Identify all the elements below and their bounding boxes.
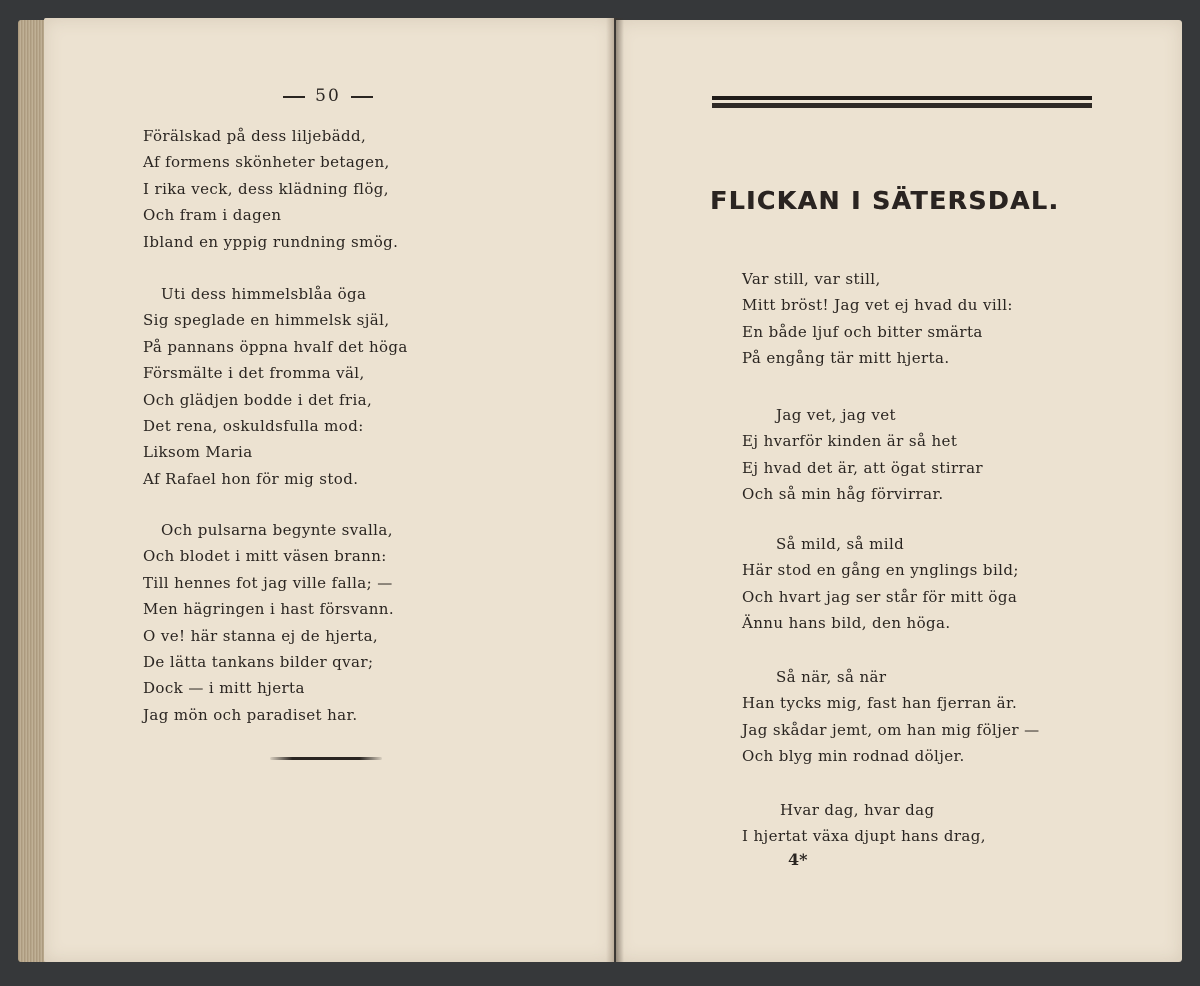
verse-line: Ännu hans bild, den höga. <box>742 614 951 633</box>
verse-line: Jag skådar jemt, om han mig följer — <box>742 720 1040 739</box>
verse-line: Jag mön och paradiset har. <box>143 705 358 724</box>
verse-line: Här stod en gång en ynglings bild; <box>742 561 1019 580</box>
verse-line: Hvar dag, hvar dag <box>780 801 935 819</box>
poem-title: FLICKAN I SÄTERSDAL. <box>710 186 1060 215</box>
verse-line: Förälskad på dess liljebädd, <box>143 127 367 145</box>
end-rule <box>270 757 382 760</box>
left-stanza-3 <box>143 517 394 728</box>
right-stanza-2 <box>742 402 983 508</box>
verse-line: Uti dess himmelsblåa öga <box>161 285 367 303</box>
verse-line: I hjertat växa djupt hans drag, <box>742 827 986 846</box>
right-stanza-3 <box>742 531 1019 637</box>
verse-line: Liksom Maria <box>143 443 253 462</box>
verse-line: De lätta tankans bilder qvar; <box>143 653 374 672</box>
page-number: 50 <box>258 86 398 106</box>
verse-line: Och hvart jag ser står för mitt öga <box>742 587 1018 606</box>
verse-line: Och fram i dagen <box>143 206 282 225</box>
verse-line: Af Rafael hon för mig stod. <box>143 469 359 488</box>
signature-mark: 4* <box>788 850 808 869</box>
verse-line: Till hennes fot jag ville falla; — <box>143 573 393 592</box>
right-stanza-4 <box>742 664 1040 770</box>
verse-line: Sig speglade en himmelsk själ, <box>143 311 390 330</box>
verse-line: Han tycks mig, fast han fjerran är. <box>742 694 1018 713</box>
header-rule-thin <box>712 103 1092 108</box>
header-rule-thick <box>712 96 1092 100</box>
verse-line: Dock — i mitt hjerta <box>143 679 305 698</box>
verse-line: I rika veck, dess klädning flög, <box>143 179 389 198</box>
verse-line: Och glädjen bodde i det fria, <box>143 390 373 409</box>
verse-line: O ve! här stanna ej de hjerta, <box>143 626 379 645</box>
verse-line: Och blyg min rodnad döljer. <box>742 747 965 766</box>
verse-line: Och blodet i mitt väsen brann: <box>143 547 387 566</box>
verse-line: Af formens skönheter betagen, <box>143 153 390 172</box>
verse-line: På engång tär mitt hjerta. <box>742 349 950 368</box>
verse-line: Jag vet, jag vet <box>776 406 896 424</box>
verse-line: Var still, var still, <box>742 270 881 288</box>
right-stanza-1 <box>742 266 1013 372</box>
verse-line: Ibland en yppig rundning smög. <box>143 232 399 251</box>
verse-line: Ej hvarför kinden är så het <box>742 432 958 451</box>
verse-line: Så när, så när <box>776 668 887 686</box>
right-stanza-5 <box>742 797 986 850</box>
left-stanza-2 <box>143 281 408 492</box>
verse-line: En både ljuf och bitter smärta <box>742 322 983 341</box>
verse-line: På pannans öppna hvalf det höga <box>143 337 408 356</box>
verse-line: Försmälte i det fromma väl, <box>143 364 365 383</box>
verse-line: Men hägringen i hast försvann. <box>143 600 395 619</box>
verse-line: Så mild, så mild <box>776 535 905 553</box>
verse-line: Och pulsarna begynte svalla, <box>161 521 393 539</box>
verse-line: Och så min håg förvirrar. <box>742 485 944 504</box>
verse-line: Det rena, oskuldsfulla mod: <box>143 417 364 436</box>
book-gutter <box>606 18 624 962</box>
verse-line: Mitt bröst! Jag vet ej hvad du vill: <box>742 296 1013 315</box>
left-stanza-1 <box>143 123 398 255</box>
verse-line: Ej hvad det är, att ögat stirrar <box>742 458 984 477</box>
